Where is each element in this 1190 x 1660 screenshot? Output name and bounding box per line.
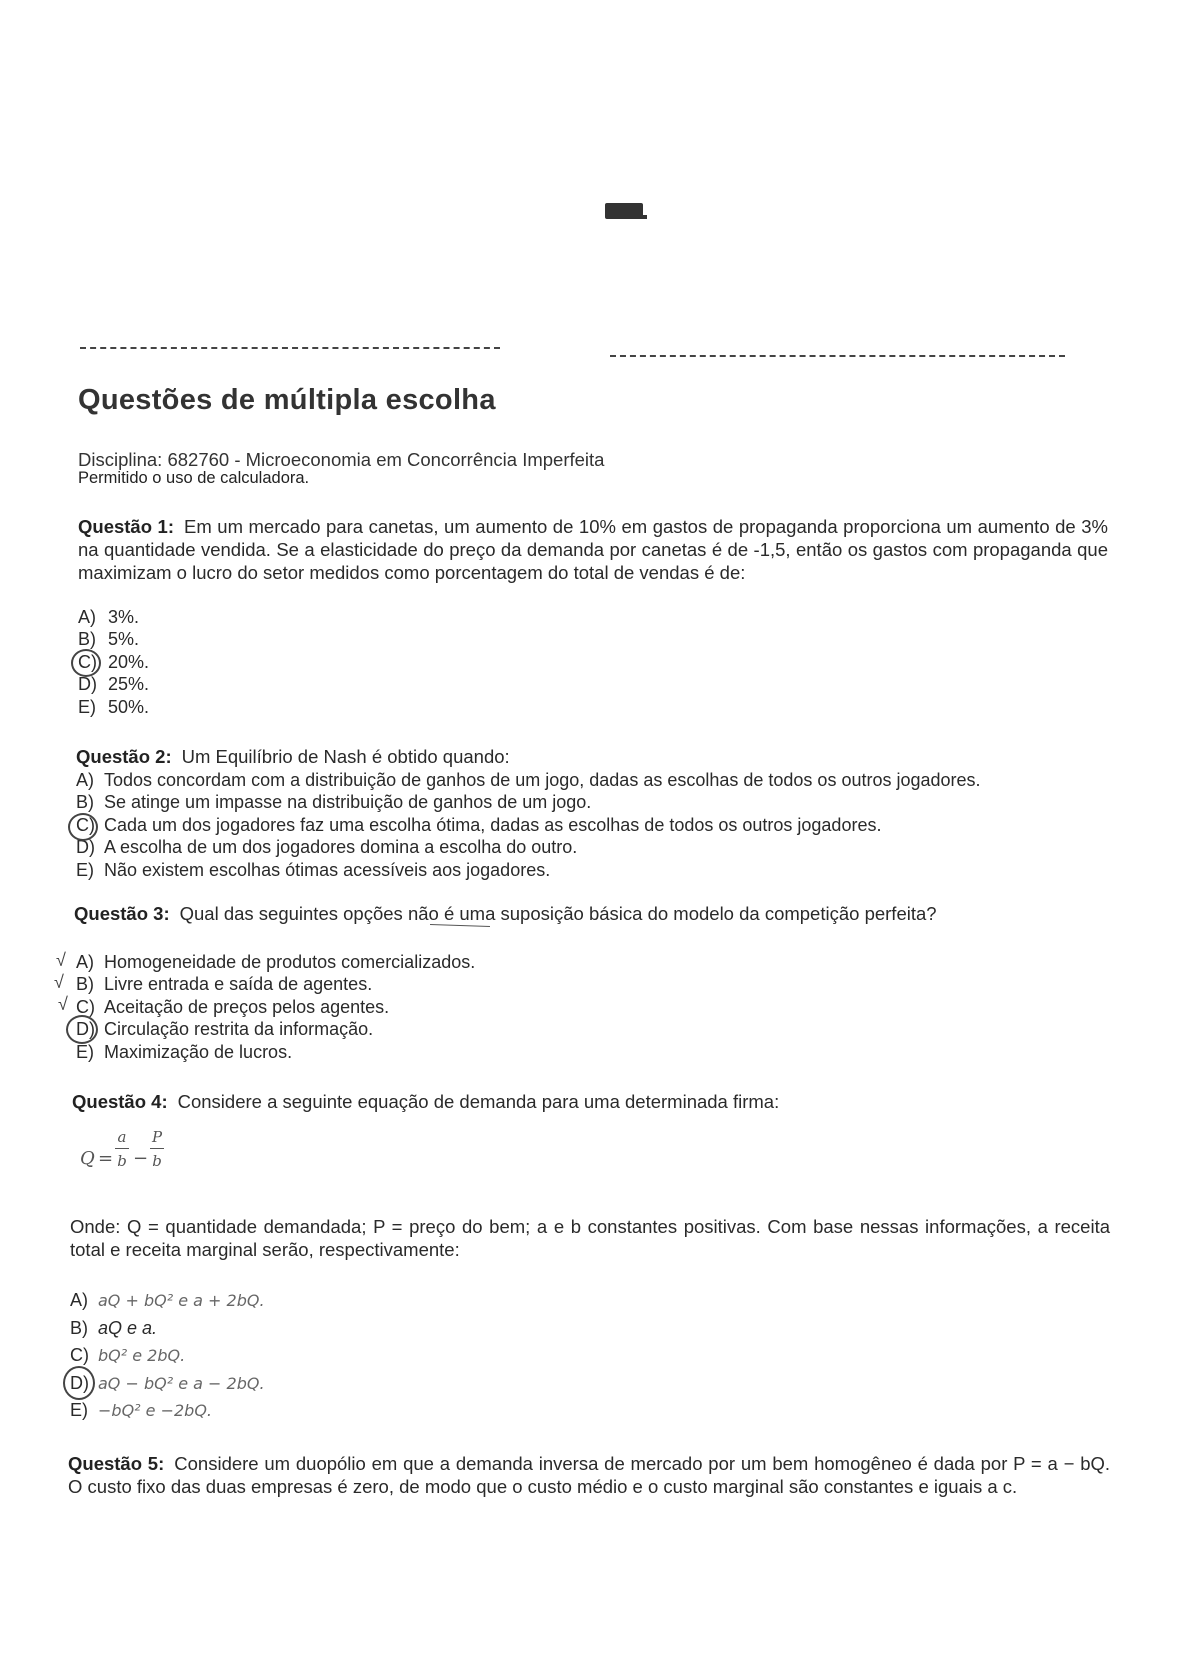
q3-option-d[interactable]: D) Circulação restrita da informação. bbox=[76, 1019, 374, 1040]
question-1-options bbox=[78, 606, 149, 718]
question-5-text: Considere um duopólio em que a demanda inversa de mercado por um bem homogêneo é dada por P = a − bQ. O custo fixo das duas empresas é zero, de modo que o custo médio e o custo marginal são constantes e iguais a c. bbox=[68, 1453, 1111, 1497]
question-1-label: Questão 1: bbox=[78, 516, 174, 537]
discipline-line: Disciplina: 682760 - Microeconomia em Concorrência Imperfeita bbox=[78, 449, 605, 470]
q2-option-b[interactable]: B) Se atinge um impasse na distribuição de ganhos de um jogo. bbox=[76, 792, 592, 813]
question-4 bbox=[72, 1090, 1112, 1113]
question-4-label: Questão 4: bbox=[72, 1091, 168, 1112]
question-3: Questão 3: Qual das seguintes opções não é uma suposição básica do modelo da competição perfeita? bbox=[74, 903, 937, 924]
q1-option-a[interactable]: A) 3%. bbox=[78, 607, 140, 627]
question-2-options bbox=[76, 769, 981, 881]
logo-stamp-icon bbox=[605, 203, 643, 219]
question-5-label: Questão 5: bbox=[68, 1453, 165, 1474]
question-3-options bbox=[76, 951, 475, 1063]
page-title: Questões de múltipla escolha bbox=[78, 384, 496, 416]
question-4-where: Onde: Q = quantidade demandada; P = preço do bem; a e b constantes positivas. Com base nessas informações, a receita total e receita marginal serão, respectivamente: bbox=[70, 1216, 1110, 1260]
question-3-emphasis: não bbox=[407, 903, 439, 924]
q4-option-c[interactable]: C) bQ² e 2bQ. bbox=[70, 1345, 186, 1365]
signature-line-right bbox=[610, 355, 1065, 357]
q3-option-a[interactable]: A) Homogeneidade de produtos comercializados. bbox=[76, 952, 476, 972]
question-2-text: Um Equilíbrio de Nash é obtido quando: bbox=[181, 746, 510, 767]
signature-line-left bbox=[80, 347, 500, 349]
question-4-options bbox=[70, 1287, 265, 1425]
q1-option-e[interactable]: E) 50%. bbox=[78, 696, 150, 717]
q1-option-b[interactable]: B) 5%. bbox=[78, 629, 140, 650]
q4-option-e[interactable]: E) −bQ² e −2bQ. bbox=[70, 1400, 213, 1420]
exam-page: Questões de múltipla escolha Disciplina: 682760 - Microeconomia em Concorrência Imperfeita Permitido o uso de calculadora. Questão 1: Em um mercado para canetas, um aumento de 10% em gastos de propaganda proporciona um aumento de 3% na quantidade vendida. Se a elasticidade do preço da demanda por canetas é de -1,5, então os gastos com propaganda que maximizam o lucro do setor medidos como porcentagem do total de vendas é de: A) 3%. B) 5%. C) 20%. D) 25%. E) 50%. Questão 2: Um Equilíbrio de Nash é obtido quando: A) Todos concordam com a distribuição de ganhos de um jogo, dadas as escolhas de todos os outros jogadores. B) Se atinge um impasse na distribuição de ganhos de um jogo. C) Cada um dos jogadores faz uma escolha ótima, dadas as escolhas de todos os outros jogadores. D) A escolha de um dos jogadores domina a escolha do outro. E) Não existem escolhas ótimas acessíveis aos jogadores. Questão 3: Qual das seguintes opções não é uma suposição básica do modelo da competição perfeita? A) Homogeneidade de produtos comercializados. B) Livre entrada e saída de agentes. C) Aceitação de preços pelos agentes. D) Circulação restrita da informação. E) Maximização de lucros. √ √ √ Questão 4: Considere a seguinte equação de demanda para uma determinada firma: Q = $\frac{a}{b}$ − $\frac{P}{b}$ Onde: Q = quantidade demandada; P = preço do bem; a e b constantes positivas. Com base nessas informações, a receita total e receita marginal serão, respectivamente: A) aQ + bQ² e a + 2bQ. B) aQ e a. C) bQ² e 2bQ. D) aQ − bQ² e a − 2bQ. E) −bQ² e −2bQ. Questão 5: Considere um duopólio em que a demanda inversa de mercado por um bem homogêneo é dada por P = a − bQ. O custo fixo das duas empresas é zero, de modo que o custo médio e o custo marginal são constantes e iguais a c. bbox=[0, 0, 1190, 1660]
question-1 bbox=[78, 515, 1108, 584]
question-5 bbox=[68, 1452, 1110, 1498]
q2-option-a[interactable]: A) Todos concordam com a distribuição de ganhos de um jogo, dadas as escolhas de todos os outros jogadores. bbox=[76, 770, 981, 790]
q4-option-d[interactable]: D) aQ − bQ² e a − 2bQ. bbox=[70, 1372, 265, 1393]
check-mark-icon: √ bbox=[58, 994, 68, 1014]
calculator-note: Permitido o uso de calculadora. bbox=[78, 469, 310, 487]
fraction-a-over-b: $\frac{a}{b}$ bbox=[115, 1128, 129, 1170]
check-mark-icon: √ bbox=[56, 950, 66, 970]
q2-option-c[interactable]: C) Cada um dos jogadores faz uma escolha ótima, dadas as escolhas de todos os outros jogadores. bbox=[76, 814, 882, 835]
q2-option-d[interactable]: D) A escolha de um dos jogadores domina a escolha do outro. bbox=[76, 837, 578, 858]
question-2 bbox=[76, 745, 1116, 768]
q3-option-b[interactable]: B) Livre entrada e saída de agentes. bbox=[76, 974, 373, 995]
q2-option-e[interactable]: E) Não existem escolhas ótimas acessíveis aos jogadores. bbox=[76, 859, 551, 880]
question-1-text: Em um mercado para canetas, um aumento de 10% em gastos de propaganda proporciona um aumento de 3% na quantidade vendida. Se a elasticidade do preço da demanda por canetas é de -1,5, então os gastos com propaganda que maximizam o lucro do setor medidos como porcentagem do total de vendas é de: bbox=[78, 516, 1108, 583]
question-2-label: Questão 2: bbox=[76, 746, 172, 767]
question-3-label: Questão 3: bbox=[74, 903, 170, 924]
question-4-text: Considere a seguinte equação de demanda para uma determinada firma: bbox=[177, 1091, 780, 1112]
q3-option-e[interactable]: E) Maximização de lucros. bbox=[76, 1041, 293, 1062]
q3-option-c[interactable]: C) Aceitação de preços pelos agentes. bbox=[76, 996, 390, 1017]
fraction-p-over-b: $\frac{P}{b}$ bbox=[151, 1128, 163, 1170]
q4-option-a[interactable]: A) aQ + bQ² e a + 2bQ. bbox=[70, 1290, 265, 1310]
q1-option-c[interactable]: C) 20%. bbox=[78, 651, 150, 672]
q4-option-b[interactable]: B) aQ e a. bbox=[70, 1317, 158, 1338]
check-mark-icon: √ bbox=[54, 972, 64, 992]
q1-option-d[interactable]: D) 25%. bbox=[78, 674, 150, 695]
